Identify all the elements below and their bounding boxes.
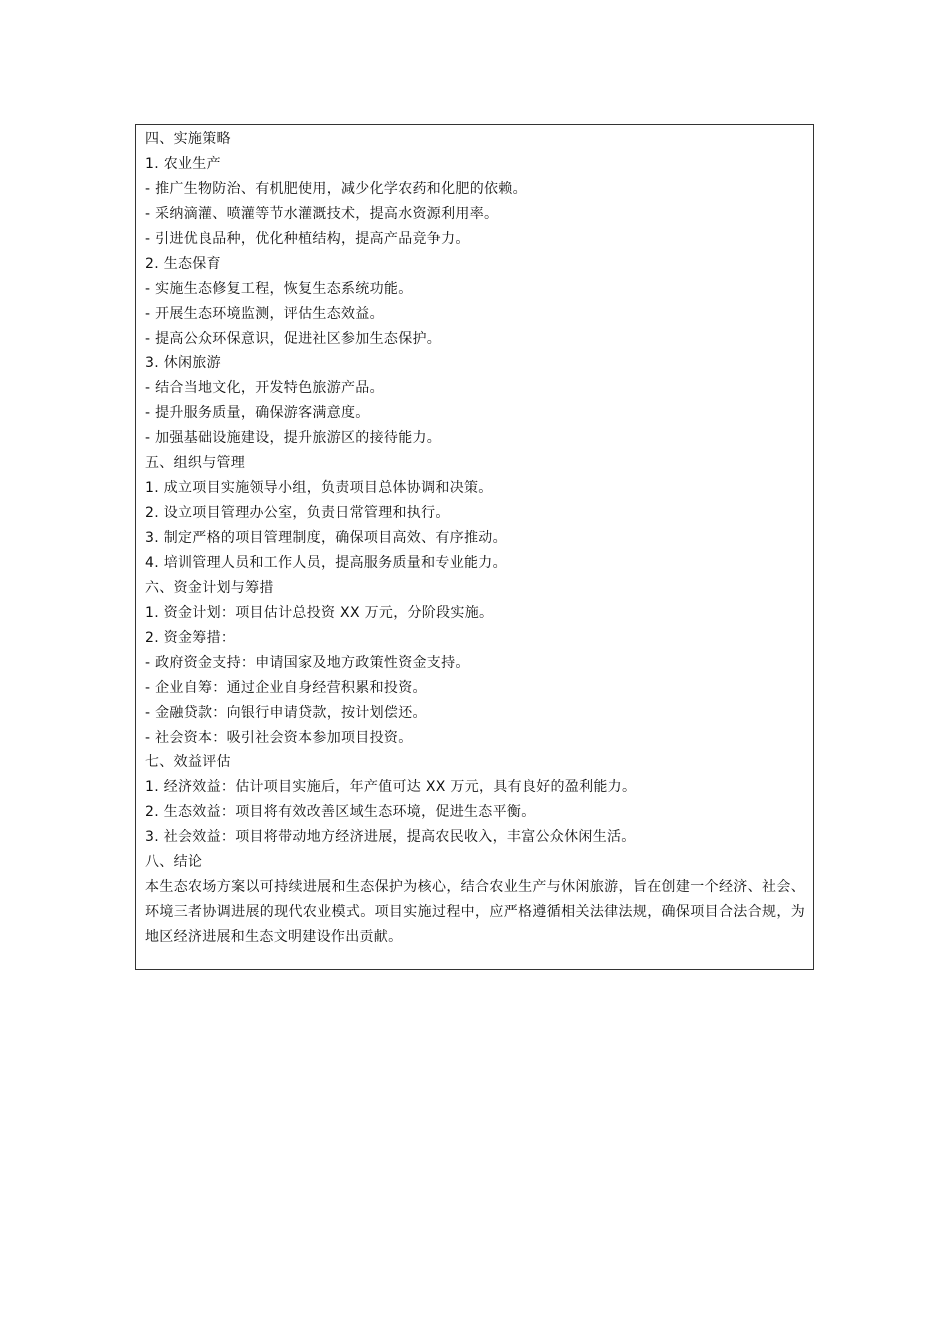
list-item: - 引进优良品种，优化种植结构，提高产品竞争力。	[145, 230, 470, 247]
list-item: - 推广生物防治、有机肥使用，减少化学农药和化肥的依赖。	[145, 180, 527, 197]
list-item: 1. 成立项目实施领导小组，负责项目总体协调和决策。	[145, 480, 493, 497]
list-item: 2. 资金筹措：	[145, 629, 236, 646]
section-heading-organization: 五、组织与管理	[145, 455, 246, 472]
section-heading-funding: 六、资金计划与筹措	[145, 579, 274, 596]
subheading-agriculture: 1. 农业生产	[145, 155, 221, 172]
list-item: - 提高公众环保意识，促进社区参加生态保护。	[145, 330, 442, 347]
list-item: 4. 培训管理人员和工作人员，提高服务质量和专业能力。	[145, 554, 507, 571]
list-item: 3. 社会效益：项目将带动地方经济进展，提高农民收入，丰富公众休闲生活。	[145, 829, 636, 846]
list-item: 1. 资金计划：项目估计总投资 XX 万元，分阶段实施。	[145, 604, 494, 621]
list-item: - 开展生态环境监测，评估生态效益。	[145, 305, 384, 322]
subheading-ecology: 2. 生态保育	[145, 255, 221, 272]
list-item: - 金融贷款：向银行申请贷款，按计划偿还。	[145, 704, 427, 721]
conclusion-paragraph: 本生态农场方案以可持续进展和生态保护为核心，结合农业生产与休闲旅游，旨在创建一个经济、社会、环境三者协调进展的现代农业模式。项目实施过程中，应严格遵循相关法律法规，确保项目合法合规，为地区经济进展和生态文明建设作出贡献。	[145, 879, 805, 946]
section-heading-benefits: 七、效益评估	[145, 754, 231, 771]
list-item: - 提升服务质量，确保游客满意度。	[145, 405, 370, 422]
list-item: - 社会资本：吸引社会资本参加项目投资。	[145, 729, 413, 746]
list-item: - 加强基础设施建设，提升旅游区的接待能力。	[145, 430, 442, 447]
list-item: 3. 制定严格的项目管理制度，确保项目高效、有序推动。	[145, 530, 507, 546]
list-item: - 采纳滴灌、喷灌等节水灌溉技术，提高水资源利用率。	[145, 205, 499, 222]
document-table-cell	[135, 124, 814, 970]
list-item: - 结合当地文化，开发特色旅游产品。	[145, 380, 384, 397]
list-item: 1. 经济效益：估计项目实施后，年产值可达 XX 万元，具有良好的盈利能力。	[145, 779, 637, 796]
list-item: 2. 设立项目管理办公室，负责日常管理和执行。	[145, 505, 450, 522]
list-item: - 政府资金支持：申请国家及地方政策性资金支持。	[145, 654, 470, 671]
section-heading-conclusion: 八、结论	[145, 854, 203, 871]
list-item: - 企业自筹：通过企业自身经营积累和投资。	[145, 679, 427, 696]
subheading-tourism: 3. 休闲旅游	[145, 355, 221, 372]
section-heading-strategy: 四、实施策略	[145, 131, 231, 147]
list-item: 2. 生态效益：项目将有效改善区域生态环境，促进生态平衡。	[145, 804, 536, 821]
list-item: - 实施生态修复工程，恢复生态系统功能。	[145, 280, 413, 297]
